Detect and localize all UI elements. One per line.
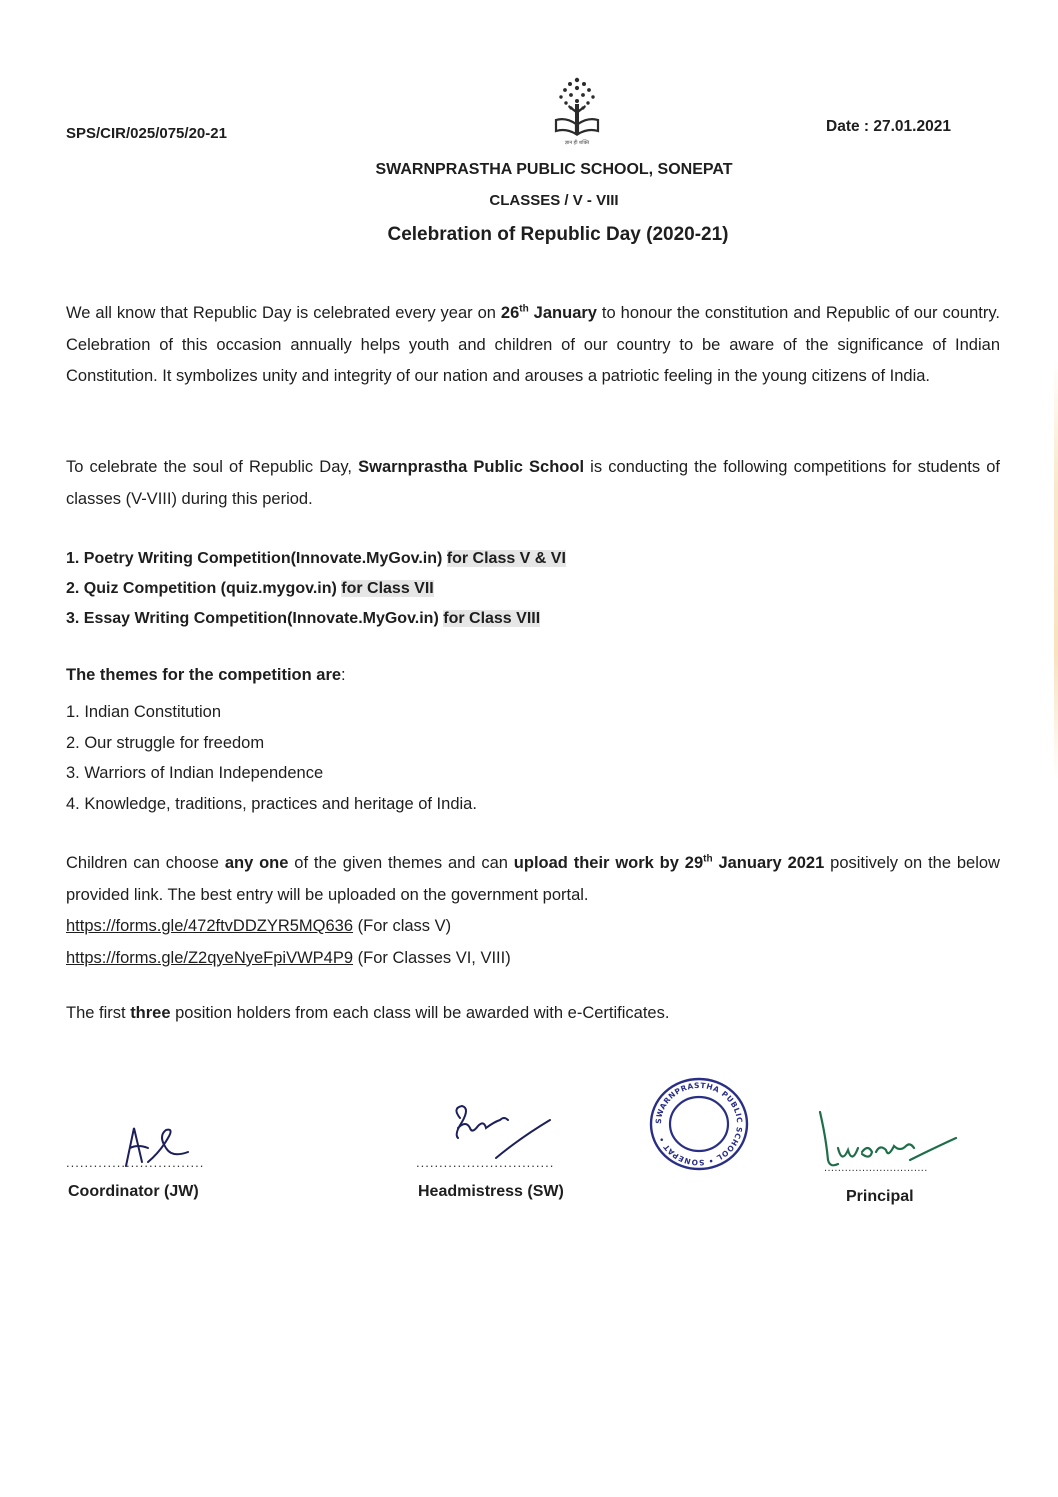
signature-line: .............................. xyxy=(66,1155,205,1170)
link-note: (For class V) xyxy=(353,917,452,935)
school-name: SWARNPRASTHA PUBLIC SCHOOL, SONEPAT xyxy=(375,161,733,178)
svg-text:SWARNPRASTHA PUBLIC SCHOOL • S xyxy=(654,1081,744,1167)
circular-title: Celebration of Republic Day (2020-21) xyxy=(387,224,729,245)
headmistress-label: Headmistress (SW) xyxy=(418,1183,564,1200)
principal-label: Principal xyxy=(846,1188,914,1205)
republic-day-date: 26th January xyxy=(500,303,597,322)
scan-edge-mark xyxy=(1054,360,1058,780)
school-stamp xyxy=(648,1076,750,1172)
link-note: (For Classes VI, VIII) xyxy=(353,948,511,967)
conduct-paragraph: To celebrate the soul of Republic Day, Swarnprastha Public School is conducting the following competitions for students of classes (V-VIII) during this period. xyxy=(66,458,1000,508)
stamp-text: SWARNPRASTHA PUBLIC SCHOOL • SONEPAT • xyxy=(653,1080,745,1168)
competition-list xyxy=(66,544,566,634)
form-link-class-v[interactable]: https://forms.gle/472ftvDDZYR5MQ636 xyxy=(66,917,354,935)
themes-list xyxy=(66,697,477,819)
list-item: 3. Essay Writing Competition(Innovate.MyGov.in) for Class VIII xyxy=(66,610,541,627)
classes-heading: CLASSES / V - VIII xyxy=(489,192,619,209)
list-item: 4. Knowledge, traditions, practices and heritage of India. xyxy=(66,794,477,813)
list-item: 1. Poetry Writing Competition(Innovate.MyGov.in) for Class V & VI xyxy=(66,550,566,567)
form-link-class-vi-viii[interactable]: https://forms.gle/Z2qyeNyeFpiVWP4P9 xyxy=(66,948,354,967)
list-item: 1. Indian Constitution xyxy=(66,703,222,721)
awards-paragraph: The first three position holders from each class will be awarded with e-Certificates. xyxy=(66,1004,670,1022)
coordinator-label: Coordinator (JW) xyxy=(68,1183,199,1200)
list-item: 3. Warriors of Indian Independence xyxy=(66,764,324,782)
intro-paragraph xyxy=(66,298,1000,393)
school-name-inline: Swarnprastha Public School xyxy=(358,458,585,476)
reference-number: SPS/CIR/025/075/20-21 xyxy=(66,125,227,142)
intro-text-end: to honour the constitution and Republic of our country. Celebration of this occasion annually helps youth and children of our country to be aware of the significance of Indian Constitution. It symbolizes unity and integrity of our nation and arouses a patriotic feeling in the young citizens of India. xyxy=(66,304,1000,385)
signature-line: .............................. xyxy=(416,1155,555,1170)
logo-caption: ज्ञान ही शक्ति xyxy=(564,140,590,146)
intro-text-start: We all know that Republic Day is celebrated every year on xyxy=(66,304,501,322)
themes-heading: The themes for the competition are: xyxy=(66,666,346,684)
upload-paragraph: Children can choose any one of the given themes and can upload their work by 29th January 2021 positively on the below provided link. The best entry will be uploaded on the government portal. https://forms.gle/472ftvDDZYR5MQ636 (For class V) https://forms.gle/Z2qyeNyeFpiVWP4P9 (For Classes VI, VIII) xyxy=(66,853,1000,967)
circular-date: Date : 27.01.2021 xyxy=(826,118,951,135)
list-item: 2. Quiz Competition (quiz.mygov.in) for Class VII xyxy=(66,580,434,597)
list-item: 2. Our struggle for freedom xyxy=(66,733,265,752)
signature-line: .............................. xyxy=(824,1162,928,1174)
school-logo-icon xyxy=(548,74,606,150)
